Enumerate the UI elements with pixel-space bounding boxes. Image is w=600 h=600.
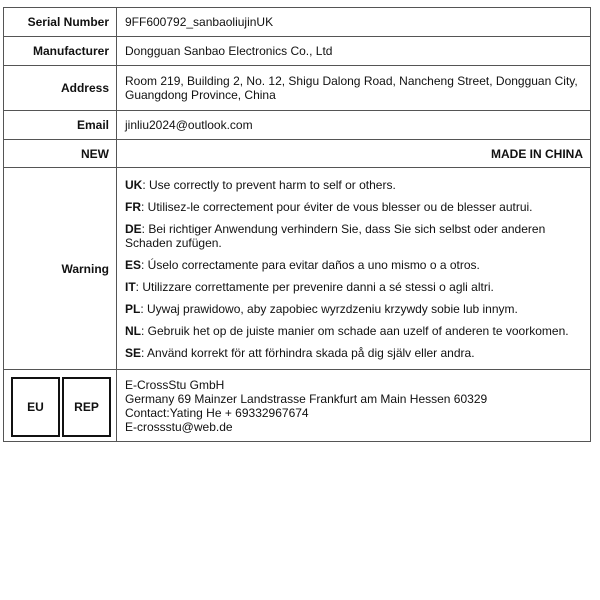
- language-code: SE: [125, 345, 142, 360]
- language-code: IT: [125, 279, 136, 294]
- address-row: [4, 66, 591, 111]
- warning-line: [125, 346, 583, 360]
- warning-text: : Úselo correctamente para evitar daños a uno mismo o a otros.: [141, 257, 480, 272]
- origin-value: MADE IN CHINA: [117, 140, 591, 168]
- eu-rep-symbol: [11, 377, 111, 435]
- eu-box: EU: [11, 377, 60, 437]
- rep-box: REP: [62, 377, 111, 437]
- manufacturer-value: Dongguan Sanbao Electronics Co., Ltd: [117, 37, 591, 66]
- language-code: DE: [125, 221, 142, 236]
- address-label: Address: [4, 66, 117, 111]
- email-value: jinliu2024@outlook.com: [117, 111, 591, 140]
- warning-text: : Uywaj prawidowo, aby zapobiec wyrzdzeniu krzywdy sobie lub innym.: [140, 301, 518, 316]
- warning-line: [125, 302, 583, 316]
- eu-rep-email: E-crossstu@web.de: [125, 419, 233, 434]
- warning-text: : Utilizzare correttamente per prevenire danni a sé stessi o agli altri.: [135, 279, 494, 294]
- warning-label: Warning: [4, 168, 117, 370]
- manufacturer-label: Manufacturer: [4, 37, 117, 66]
- eu-rep-company: E-CrossStu GmbH: [125, 377, 225, 392]
- warning-line: [125, 200, 583, 214]
- eu-rep-row: [4, 370, 591, 442]
- language-code: NL: [125, 323, 141, 338]
- warning-text: : Utilisez-le correctement pour éviter de vous blesser ou de blesser autrui.: [141, 199, 533, 214]
- warning-text: : Gebruik het op de juiste manier om schade aan uzelf of anderen te voorkomen.: [141, 323, 569, 338]
- product-label-table: [3, 7, 591, 442]
- serial-number-label: Serial Number: [4, 8, 117, 37]
- warning-line: [125, 222, 583, 250]
- condition-row: [4, 140, 591, 168]
- eu-rep-symbol-cell: [4, 370, 117, 442]
- address-value: Room 219, Building 2, No. 12, Shigu Dalong Road, Nancheng Street, Dongguan City, Guangdong Province, China: [117, 66, 591, 111]
- warning-row: [4, 168, 591, 370]
- warning-line: [125, 258, 583, 272]
- warning-text: : Use correctly to prevent harm to self or others.: [142, 177, 396, 192]
- language-code: PL: [125, 301, 141, 316]
- email-label: Email: [4, 111, 117, 140]
- manufacturer-row: [4, 37, 591, 66]
- serial-number-row: [4, 8, 591, 37]
- eu-rep-contact: Contact:Yating He + 69332967674: [125, 405, 309, 420]
- condition-label: NEW: [4, 140, 117, 168]
- warning-text: : Använd korrekt för att förhindra skada på dig själv eller andra.: [141, 345, 475, 360]
- warning-text-block: [117, 168, 591, 370]
- language-code: FR: [125, 199, 141, 214]
- serial-number-value: 9FF600792_sanbaoliujinUK: [117, 8, 591, 37]
- language-code: ES: [125, 257, 142, 272]
- warning-text: : Bei richtiger Anwendung verhindern Sie, dass Sie sich selbst oder anderen Schaden zufügen.: [125, 221, 546, 250]
- warning-line: [125, 280, 583, 294]
- eu-rep-details: [117, 370, 591, 442]
- language-code: UK: [125, 177, 143, 192]
- email-row: [4, 111, 591, 140]
- warning-line: [125, 178, 583, 192]
- eu-rep-address: Germany 69 Mainzer Landstrasse Frankfurt am Main Hessen 60329: [125, 391, 488, 406]
- warning-line: [125, 324, 583, 338]
